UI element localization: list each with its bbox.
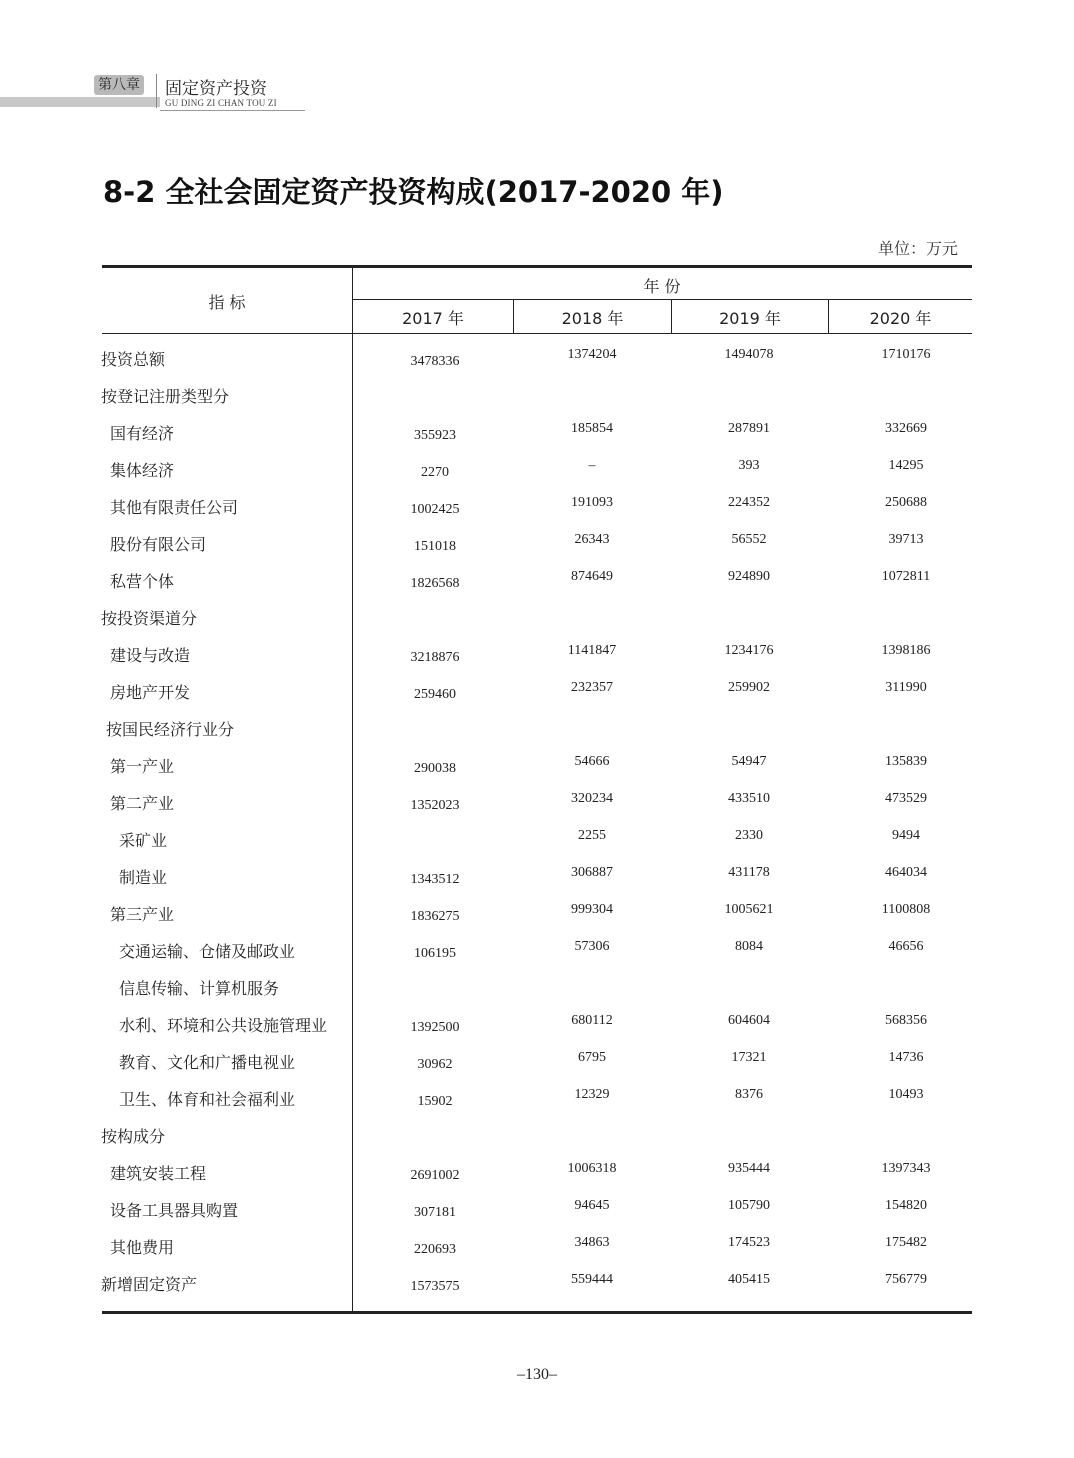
table-cell: 6795 <box>578 1050 606 1065</box>
table-cell: 1836275 <box>410 909 460 924</box>
table-cell: 604604 <box>728 1013 770 1028</box>
table-cell: 185854 <box>571 421 613 436</box>
row-label: 设备工具器具购置 <box>110 1201 239 1220</box>
row-label: 集体经济 <box>110 461 175 480</box>
table-cell: 355923 <box>414 428 456 443</box>
row-label: 其他有限责任公司 <box>110 498 239 517</box>
row-label: 建筑安装工程 <box>110 1164 207 1183</box>
row-label: 按构成分 <box>101 1127 166 1146</box>
row-label: 第二产业 <box>110 794 175 813</box>
table-cell: 54947 <box>731 754 767 769</box>
chapter-pinyin: GU DING ZI CHAN TOU ZI <box>165 98 277 108</box>
row-label: 教育、文化和广播电视业 <box>119 1053 296 1072</box>
page-number: –130– <box>517 1366 557 1383</box>
table-cell: 175482 <box>885 1235 927 1250</box>
header-bottom-rule <box>102 333 972 334</box>
table-cell: 559444 <box>571 1272 613 1287</box>
row-label: 第三产业 <box>110 905 175 924</box>
chapter-title: 固定资产投资 <box>165 79 267 99</box>
chapter-divider <box>156 74 157 108</box>
table-cell: 431178 <box>728 865 770 880</box>
table-title: 8-2 全社会固定资产投资构成(2017-2020 年) <box>103 175 724 209</box>
table-cell: 46656 <box>888 939 924 954</box>
table-cell: 1352023 <box>410 798 460 813</box>
table-cell: 3478336 <box>410 354 460 369</box>
table-cell: 405415 <box>728 1272 770 1287</box>
table-cell: 2255 <box>578 828 606 843</box>
table-cell: 2330 <box>735 828 763 843</box>
row-label: 房地产开发 <box>110 683 191 702</box>
table-cell: – <box>588 458 596 473</box>
table-cell: 34863 <box>574 1235 610 1250</box>
table-top-rule <box>102 265 972 268</box>
table-cell: 8376 <box>735 1087 763 1102</box>
table-cell: 307181 <box>414 1205 456 1220</box>
table-cell: 250688 <box>885 495 927 510</box>
year-header: 2018 年 <box>561 309 624 328</box>
table-cell: 1374204 <box>567 347 617 362</box>
table-cell: 154820 <box>885 1198 927 1213</box>
table-cell: 54666 <box>574 754 610 769</box>
table-cell: 14736 <box>888 1050 924 1065</box>
table-cell: 135839 <box>885 754 927 769</box>
table-cell: 39713 <box>888 532 924 547</box>
table-cell: 1710176 <box>881 347 931 362</box>
table-cell: 2270 <box>421 465 449 480</box>
table-cell: 1573575 <box>410 1279 460 1294</box>
indicator-column-divider <box>352 268 353 1313</box>
table-cell: 12329 <box>574 1087 610 1102</box>
row-label: 投资总额 <box>101 350 166 369</box>
table-cell: 10493 <box>888 1087 924 1102</box>
table-cell: 56552 <box>731 532 767 547</box>
row-label: 采矿业 <box>119 831 168 850</box>
row-label: 私营个体 <box>110 572 175 591</box>
table-cell: 473529 <box>885 791 927 806</box>
chapter-underline <box>160 110 305 111</box>
table-cell: 306887 <box>571 865 613 880</box>
table-cell: 1234176 <box>724 643 774 658</box>
year-group-rule <box>352 299 972 300</box>
table-cell: 935444 <box>728 1161 770 1176</box>
row-label: 国有经济 <box>110 424 175 443</box>
table-cell: 26343 <box>574 532 610 547</box>
table-cell: 14295 <box>888 458 924 473</box>
table-cell: 8084 <box>735 939 763 954</box>
indicator-header: 指 标 <box>208 293 246 312</box>
chapter-header-bar <box>0 97 160 107</box>
table-cell: 568356 <box>885 1013 927 1028</box>
table-cell: 756779 <box>885 1272 927 1287</box>
table-cell: 290038 <box>414 761 456 776</box>
table-cell: 999304 <box>571 902 613 917</box>
table-cell: 1494078 <box>724 347 774 362</box>
table-cell: 30962 <box>417 1057 453 1072</box>
table-cell: 15902 <box>417 1094 453 1109</box>
table-cell: 1141847 <box>567 643 617 658</box>
table-cell: 1006318 <box>567 1161 617 1176</box>
table-cell: 9494 <box>892 828 920 843</box>
table-cell: 94645 <box>574 1198 610 1213</box>
table-cell: 332669 <box>885 421 927 436</box>
table-cell: 393 <box>738 458 760 473</box>
table-cell: 106195 <box>414 946 456 961</box>
table-cell: 1002425 <box>410 502 460 517</box>
table-cell: 191093 <box>571 495 613 510</box>
table-cell: 287891 <box>728 421 770 436</box>
table-cell: 2691002 <box>410 1168 460 1183</box>
table-cell: 57306 <box>574 939 610 954</box>
table-cell: 224352 <box>728 495 770 510</box>
table-cell: 232357 <box>571 680 613 695</box>
year-group-header: 年 份 <box>643 277 681 296</box>
row-label: 信息传输、计算机服务 <box>119 979 280 998</box>
row-label: 按国民经济行业分 <box>106 720 235 739</box>
row-label: 股份有限公司 <box>110 535 207 554</box>
table-cell: 1072811 <box>881 569 931 584</box>
year-header: 2017 年 <box>402 309 464 328</box>
table-cell: 105790 <box>728 1198 770 1213</box>
table-cell: 1343512 <box>410 872 460 887</box>
row-label: 水利、环境和公共设施管理业 <box>119 1016 328 1035</box>
year-header: 2020 年 <box>869 309 932 328</box>
unit-label: 单位：万元 <box>877 239 958 258</box>
table-cell: 1392500 <box>410 1020 460 1035</box>
row-label: 第一产业 <box>110 757 175 776</box>
table-cell: 320234 <box>571 791 613 806</box>
table-cell: 433510 <box>728 791 770 806</box>
row-label: 新增固定资产 <box>101 1275 198 1294</box>
row-label: 建设与改造 <box>110 646 191 665</box>
row-label: 卫生、体育和社会福利业 <box>119 1090 296 1109</box>
table-cell: 1826568 <box>410 576 460 591</box>
table-cell: 311990 <box>885 680 927 695</box>
table-bottom-rule <box>102 1311 972 1314</box>
row-label: 按登记注册类型分 <box>101 387 230 406</box>
table-cell: 464034 <box>885 865 927 880</box>
table-cell: 17321 <box>731 1050 767 1065</box>
row-label: 按投资渠道分 <box>101 609 198 628</box>
table-cell: 874649 <box>571 569 613 584</box>
table-cell: 1398186 <box>881 643 931 658</box>
table-cell: 174523 <box>728 1235 770 1250</box>
table-cell: 1005621 <box>724 902 774 917</box>
year-header: 2019 年 <box>719 309 781 328</box>
table-cell: 680112 <box>571 1013 613 1028</box>
table-cell: 259902 <box>728 680 770 695</box>
table-cell: 220693 <box>414 1242 456 1257</box>
table-cell: 259460 <box>414 687 456 702</box>
table-cell: 3218876 <box>410 650 460 665</box>
chapter-badge: 第八章 <box>94 75 144 95</box>
table-cell: 151018 <box>414 539 456 554</box>
row-label: 交通运输、仓储及邮政业 <box>119 942 296 961</box>
row-label: 其他费用 <box>110 1238 175 1257</box>
table-cell: 1397343 <box>881 1161 931 1176</box>
row-label: 制造业 <box>119 868 168 887</box>
table-cell: 924890 <box>728 569 770 584</box>
table-cell: 1100808 <box>881 902 931 917</box>
